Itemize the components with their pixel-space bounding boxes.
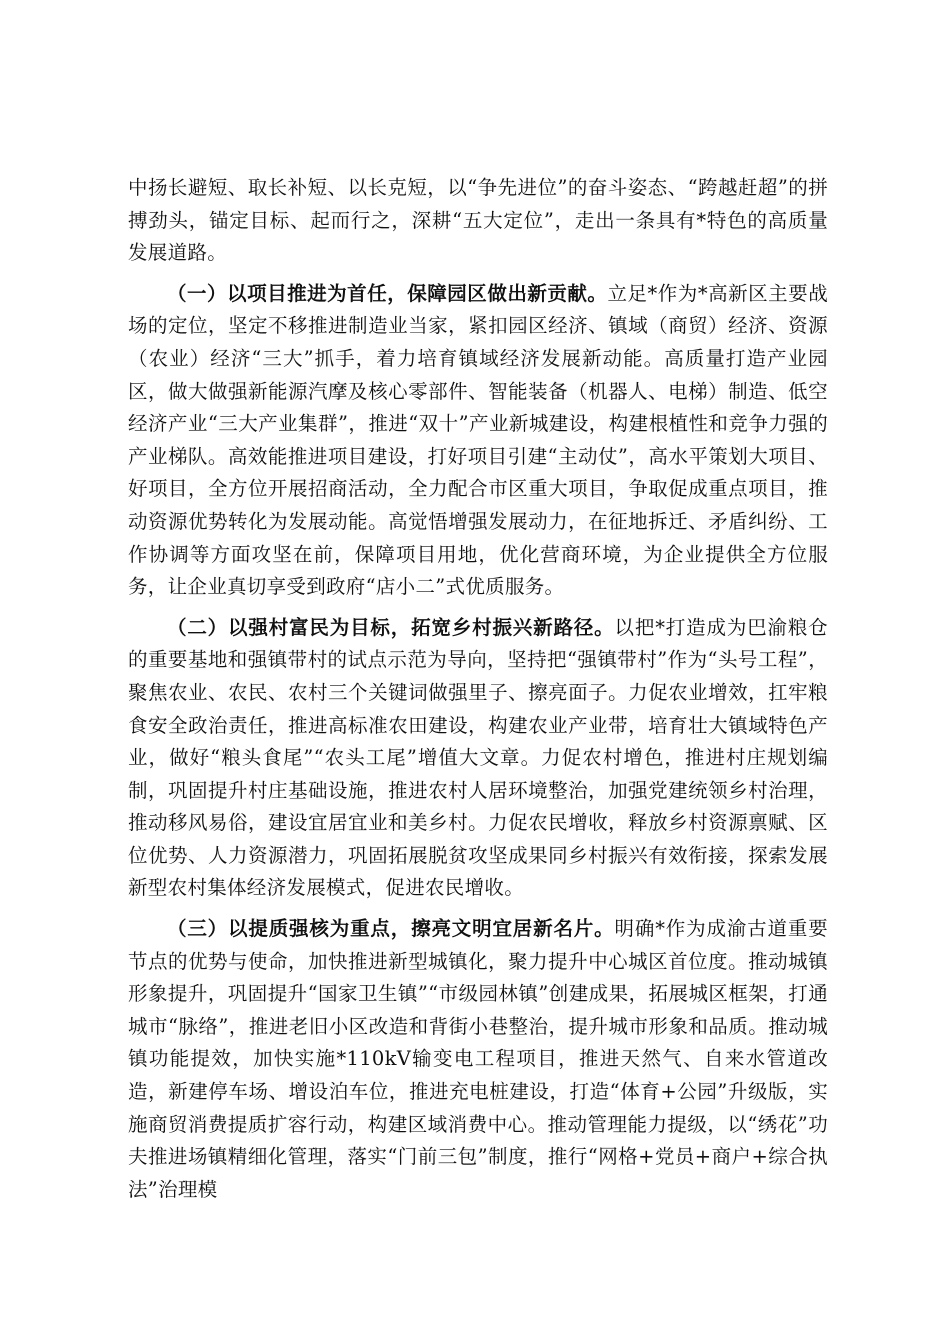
paragraph-text: 明确*作为成渝古道重要节点的优势与使命，加快推进新型城镇化，聚力提升中心城区首位度。推动城镇形象提升，巩固提升“国家卫生镇”“市级园林镇”创建成果，拓展城区框架，打通城市“脉络”，推进老旧小区改造和背街小巷整治，提升城市形象和品质。推动城镇功能提效，加快实施*110kV输变电工程项目，推进天然气、自来水管道改造，新建停车场、增设泊车位，推进充电桩建设，打造“体育+公园”升级版，实施商贸消费提质扩容行动，构建区域消费中心。推动管理能力提级，以“绣花”功夫推进场镇精细化管理，落实“门前三包”制度，推行“网格+党员+商户+综合执法”治理模 xyxy=(128,917,828,1201)
paragraph-text: 立足*作为*高新区主要战场的定位，坚定不移推进制造业当家，紧扣园区经济、镇域（商贸）经济、资源（农业）经济“三大”抓手，着力培育镇域经济发展新动能。高质量打造产业园区，做大做强新能源汽摩及核心零部件、智能装备（机器人、电梯）制造、低空经济产业“三大产业集群”，推进“双十”产业新城建设，构建根植性和竞争力强的产业梯队。高效能推进项目建设，打好项目引建“主动仗”，高水平策划大项目、好项目，全方位开展招商活动，全力配合市区重大项目，争取促成重点项目，推动资源优势转化为发展动能。高觉悟增强发展动力，在征地拆迁、矛盾纠纷、工作协调等方面攻坚在前，保障项目用地，优化营商环境，为企业提供全方位服务，让企业真切享受到政府“店小二”式优质服务。 xyxy=(128,281,828,599)
paragraph-section-3 xyxy=(128,913,828,1206)
paragraph-section-1 xyxy=(128,278,828,604)
section-heading: （二）以强村富民为目标，拓宽乡村振兴新路径。 xyxy=(167,615,615,639)
section-heading: （三）以提质强核为重点，擦亮文明宜居新名片。 xyxy=(167,917,615,941)
document-body xyxy=(128,172,828,1214)
paragraph-text: 以把*打造成为巴渝粮仓的重要基地和强镇带村的试点示范为导向，坚持把“强镇带村”作为“头号工程”，聚焦农业、农民、农村三个关键词做强里子、擦亮面子。力促农业增效，扛牢粮食安全政治责任，推进高标准农田建设，构建农业产业带，培育壮大镇域特色产业，做好“粮头食尾”“农头工尾”增值大文章。力促农村增色，推进村庄规划编制，巩固提升村庄基础设施，推进农村人居环境整治，加强党建统领乡村治理，推动移风易俗，建设宜居宜业和美乡村。力促农民增收，释放乡村资源禀赋、区位优势、人力资源潜力，巩固拓展脱贫攻坚成果同乡村振兴有效衔接，探索发展新型农村集体经济发展模式，促进农民增收。 xyxy=(128,615,828,900)
paragraph-text: 中扬长避短、取长补短、以长克短，以“争先进位”的奋斗姿态、“跨越赶超”的拼搏劲头，锚定目标、起而行之，深耕“五大定位”，走出一条具有*特色的高质量发展道路。 xyxy=(128,176,828,265)
section-heading: （一）以项目推进为首任，保障园区做出新贡献。 xyxy=(167,281,608,305)
paragraph-section-2 xyxy=(128,612,828,905)
paragraph-continuation xyxy=(128,172,828,270)
